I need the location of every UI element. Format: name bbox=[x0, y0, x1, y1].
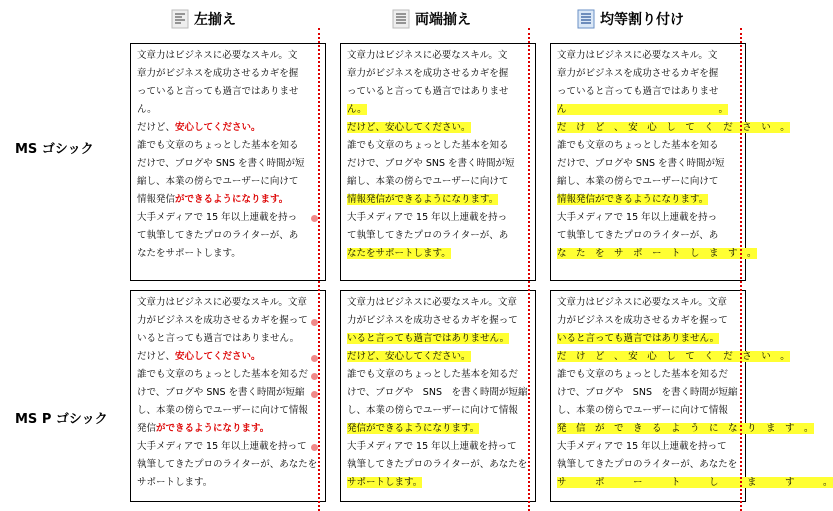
text-line bbox=[137, 402, 308, 420]
text-line-content: ん。 bbox=[137, 104, 157, 115]
text-line-content: 情報発信ができるようになります。 bbox=[557, 194, 709, 205]
text-line bbox=[557, 245, 757, 263]
text-line bbox=[347, 65, 508, 83]
text-line-content: 文章力はビジネスに必要なスキル。文章 bbox=[137, 297, 307, 308]
text-line bbox=[347, 420, 479, 438]
text-line-content: 力がビジネスを成功させるカギを握って bbox=[557, 315, 728, 326]
text-line bbox=[137, 438, 307, 456]
text-line-content: 章力がビジネスを成功させるカギを握 bbox=[347, 68, 509, 79]
text-line-content: だ け ど 、 安 心 し て く だ さ い 。 bbox=[557, 122, 790, 133]
text-line-content: 大手メディアで 15 年以上連載を持っ bbox=[347, 212, 508, 223]
row-label-ms-gothic: MS ゴシック bbox=[15, 142, 94, 157]
emphasis-text: 安心してください。 bbox=[175, 122, 261, 133]
emphasis-text: 安心してください。 bbox=[175, 351, 261, 362]
text-line bbox=[347, 47, 507, 65]
text-line-content: いると言っても過言ではありません。 bbox=[557, 333, 720, 344]
overflow-dot bbox=[311, 444, 318, 451]
overflow-dot bbox=[311, 391, 318, 398]
text-line bbox=[137, 294, 307, 312]
header-label: 均等割り付け bbox=[600, 12, 684, 28]
text-line bbox=[347, 294, 517, 312]
text-line bbox=[347, 366, 518, 384]
text-line-content: なたをサポートします。 bbox=[137, 248, 241, 259]
text-line-content: 文章力はビジネスに必要なスキル。文 bbox=[557, 50, 718, 61]
text-line bbox=[137, 155, 305, 173]
text-line bbox=[557, 438, 727, 456]
text-line bbox=[557, 456, 737, 474]
text-line-content: 誰でも文章のちょっとした基本を知るだ bbox=[347, 369, 519, 380]
text-line-content: 大手メディアで 15 年以上連載を持って bbox=[137, 441, 307, 452]
text-line bbox=[137, 384, 305, 402]
text-line-content: 文章力はビジネスに必要なスキル。文 bbox=[137, 50, 298, 61]
header-left-align bbox=[172, 8, 236, 30]
text-line bbox=[557, 366, 728, 384]
text-line-content: 執筆してきたプロのライターが、あなたを bbox=[347, 459, 528, 470]
text-line-content: 誰でも文章のちょっとした基本を知る bbox=[137, 140, 299, 151]
text-line bbox=[347, 227, 508, 245]
text-line-content: 大手メディアで 15 年以上連載を持って bbox=[557, 441, 727, 452]
text-line bbox=[557, 209, 717, 227]
text-line bbox=[347, 119, 471, 137]
text-line bbox=[347, 101, 367, 119]
text-line bbox=[557, 294, 727, 312]
text-line bbox=[347, 312, 518, 330]
text-line-content: 発信ができるようになります。 bbox=[137, 423, 270, 434]
text-line bbox=[557, 155, 725, 173]
text-line-content: 誰でも文章のちょっとした基本を知るだ bbox=[137, 369, 309, 380]
text-line bbox=[557, 384, 737, 402]
emphasis-text: ができるようになります。 bbox=[156, 423, 270, 434]
text-line-content: サポートします。 bbox=[137, 477, 213, 488]
text-line-content: だ け ど 、 安 心 し て く だ さ い 。 bbox=[557, 351, 790, 362]
text-line-content: 情報発信ができるようになります。 bbox=[137, 194, 289, 205]
text-line-content: 縮し、本業の傍らでユーザーに向けて bbox=[137, 176, 299, 187]
text-line bbox=[557, 330, 719, 348]
text-line-content: 大手メディアで 15 年以上連載を持っ bbox=[137, 212, 298, 223]
text-line-content: 発 信 が で き る よ う に な り ま す 。 bbox=[557, 423, 814, 434]
text-line bbox=[557, 191, 708, 209]
text-line bbox=[137, 348, 261, 366]
guide-line bbox=[318, 28, 320, 511]
text-line-content: いると言っても過言ではありません。 bbox=[347, 333, 510, 344]
text-line-content: し、本業の傍らでユーザーに向けて情報 bbox=[347, 405, 518, 416]
text-line bbox=[137, 474, 212, 492]
text-line bbox=[557, 173, 718, 191]
text-line-content: て執筆してきたプロのライターが、あ bbox=[347, 230, 509, 241]
overflow-dot bbox=[311, 355, 318, 362]
text-line bbox=[557, 402, 728, 420]
text-line-content: 誰でも文章のちょっとした基本を知るだ bbox=[557, 369, 729, 380]
text-line bbox=[557, 83, 719, 101]
text-line-content: だけど、安心してください。 bbox=[347, 351, 471, 362]
text-line-content: けで、ブログや SNS を書く時間が短縮 bbox=[347, 387, 528, 398]
text-line bbox=[557, 137, 719, 155]
text-line bbox=[137, 119, 261, 137]
text-line-content: サポートします。 bbox=[347, 477, 423, 488]
text-line bbox=[137, 227, 298, 245]
text-line bbox=[137, 330, 299, 348]
text-line bbox=[557, 420, 814, 438]
text-line-content: 誰でも文章のちょっとした基本を知る bbox=[557, 140, 719, 151]
text-line bbox=[137, 366, 308, 384]
overflow-dot bbox=[311, 373, 318, 380]
text-line-content: けで、ブログや SNS を書く時間が短縮 bbox=[557, 387, 738, 398]
text-line bbox=[557, 101, 728, 119]
text-line bbox=[557, 47, 717, 65]
text-line bbox=[347, 191, 498, 209]
text-line bbox=[137, 137, 299, 155]
align-left-icon bbox=[172, 10, 188, 28]
text-line-content: て執筆してきたプロのライターが、あ bbox=[557, 230, 719, 241]
text-line-content: 大手メディアで 15 年以上連載を持っ bbox=[557, 212, 718, 223]
text-line-content: いると言っても過言ではありません。 bbox=[137, 333, 300, 344]
distribute-icon bbox=[578, 10, 594, 28]
align-justify-icon bbox=[393, 10, 409, 28]
text-line-content: だけで、ブログや SNS を書く時間が短 bbox=[137, 158, 305, 169]
text-line-content: っていると言っても過言ではありませ bbox=[557, 86, 719, 97]
text-line-content: 力がビジネスを成功させるカギを握って bbox=[347, 315, 518, 326]
text-line-content: 章力がビジネスを成功させるカギを握 bbox=[557, 68, 719, 79]
text-line bbox=[557, 312, 728, 330]
text-line bbox=[347, 348, 471, 366]
text-line-content: っていると言っても過言ではありませ bbox=[137, 86, 299, 97]
text-line-content: 執筆してきたプロのライターが、あなたを bbox=[557, 459, 738, 470]
text-line bbox=[557, 119, 790, 137]
text-line-content: サ ポ ー ト し ま す 。 bbox=[557, 477, 833, 488]
text-line bbox=[557, 65, 718, 83]
text-line-content: て執筆してきたプロのライターが、あ bbox=[137, 230, 299, 241]
text-line bbox=[347, 155, 515, 173]
text-line bbox=[137, 173, 298, 191]
text-line bbox=[137, 245, 241, 263]
text-line bbox=[137, 47, 297, 65]
text-line bbox=[557, 348, 790, 366]
text-line bbox=[137, 65, 298, 83]
text-line-content: 縮し、本業の傍らでユーザーに向けて bbox=[347, 176, 509, 187]
text-line bbox=[347, 402, 518, 420]
text-line bbox=[137, 420, 269, 438]
text-line bbox=[557, 227, 718, 245]
guide-line bbox=[528, 28, 530, 511]
text-line-content: 大手メディアで 15 年以上連載を持って bbox=[347, 441, 517, 452]
guide-line bbox=[740, 28, 742, 511]
text-line bbox=[347, 438, 517, 456]
text-line bbox=[347, 456, 527, 474]
text-line-content: 力がビジネスを成功させるカギを握って bbox=[137, 315, 308, 326]
text-line-content: だけど、安心してください。 bbox=[137, 122, 261, 133]
text-line bbox=[347, 209, 507, 227]
text-line-content: 誰でも文章のちょっとした基本を知る bbox=[347, 140, 509, 151]
text-line-content: っていると言っても過言ではありませ bbox=[347, 86, 509, 97]
text-line-content: 情報発信ができるようになります。 bbox=[347, 194, 499, 205]
text-line bbox=[347, 173, 508, 191]
text-line bbox=[347, 384, 527, 402]
text-line-content: なたをサポートします。 bbox=[347, 248, 451, 259]
overflow-dot bbox=[311, 215, 318, 222]
text-line bbox=[137, 456, 317, 474]
text-line-content: 文章力はビジネスに必要なスキル。文章 bbox=[557, 297, 727, 308]
text-line-content: だけど、安心してください。 bbox=[137, 351, 261, 362]
text-line bbox=[137, 191, 288, 209]
text-line-content: 文章力はビジネスに必要なスキル。文章 bbox=[347, 297, 517, 308]
text-line-content: 発信ができるようになります。 bbox=[347, 423, 480, 434]
text-line bbox=[137, 312, 308, 330]
text-line bbox=[347, 330, 509, 348]
text-line-content: けで、ブログや SNS を書く時間が短縮 bbox=[137, 387, 305, 398]
text-line bbox=[347, 474, 422, 492]
text-line-content: な た を サ ポ ー ト し ま す 。 bbox=[557, 248, 757, 259]
text-line bbox=[137, 209, 297, 227]
text-line-content: だけで、ブログや SNS を書く時間が短 bbox=[347, 158, 515, 169]
text-line-content: ん 。 bbox=[557, 104, 729, 115]
text-line-content: だけど、安心してください。 bbox=[347, 122, 471, 133]
text-line-content: し、本業の傍らでユーザーに向けて情報 bbox=[557, 405, 728, 416]
text-line-content: ん。 bbox=[347, 104, 367, 115]
emphasis-text: ができるようになります。 bbox=[175, 194, 289, 205]
text-line bbox=[347, 245, 451, 263]
header-label: 両端揃え bbox=[415, 12, 471, 28]
header-justify bbox=[393, 8, 471, 30]
text-line bbox=[137, 83, 299, 101]
row-label-ms-p-gothic: MS P ゴシック bbox=[15, 412, 108, 427]
text-line-content: 執筆してきたプロのライターが、あなたを bbox=[137, 459, 318, 470]
text-line-content: 章力がビジネスを成功させるカギを握 bbox=[137, 68, 299, 79]
text-line bbox=[557, 474, 833, 492]
header-distribute bbox=[578, 8, 684, 30]
text-line-content: 文章力はビジネスに必要なスキル。文 bbox=[347, 50, 508, 61]
header-label: 左揃え bbox=[194, 12, 236, 28]
text-line bbox=[347, 83, 509, 101]
text-line-content: 縮し、本業の傍らでユーザーに向けて bbox=[557, 176, 719, 187]
text-line-content: し、本業の傍らでユーザーに向けて情報 bbox=[137, 405, 308, 416]
text-line bbox=[137, 101, 157, 119]
text-line bbox=[347, 137, 509, 155]
overflow-dot bbox=[311, 319, 318, 326]
text-line-content: だけで、ブログや SNS を書く時間が短 bbox=[557, 158, 725, 169]
